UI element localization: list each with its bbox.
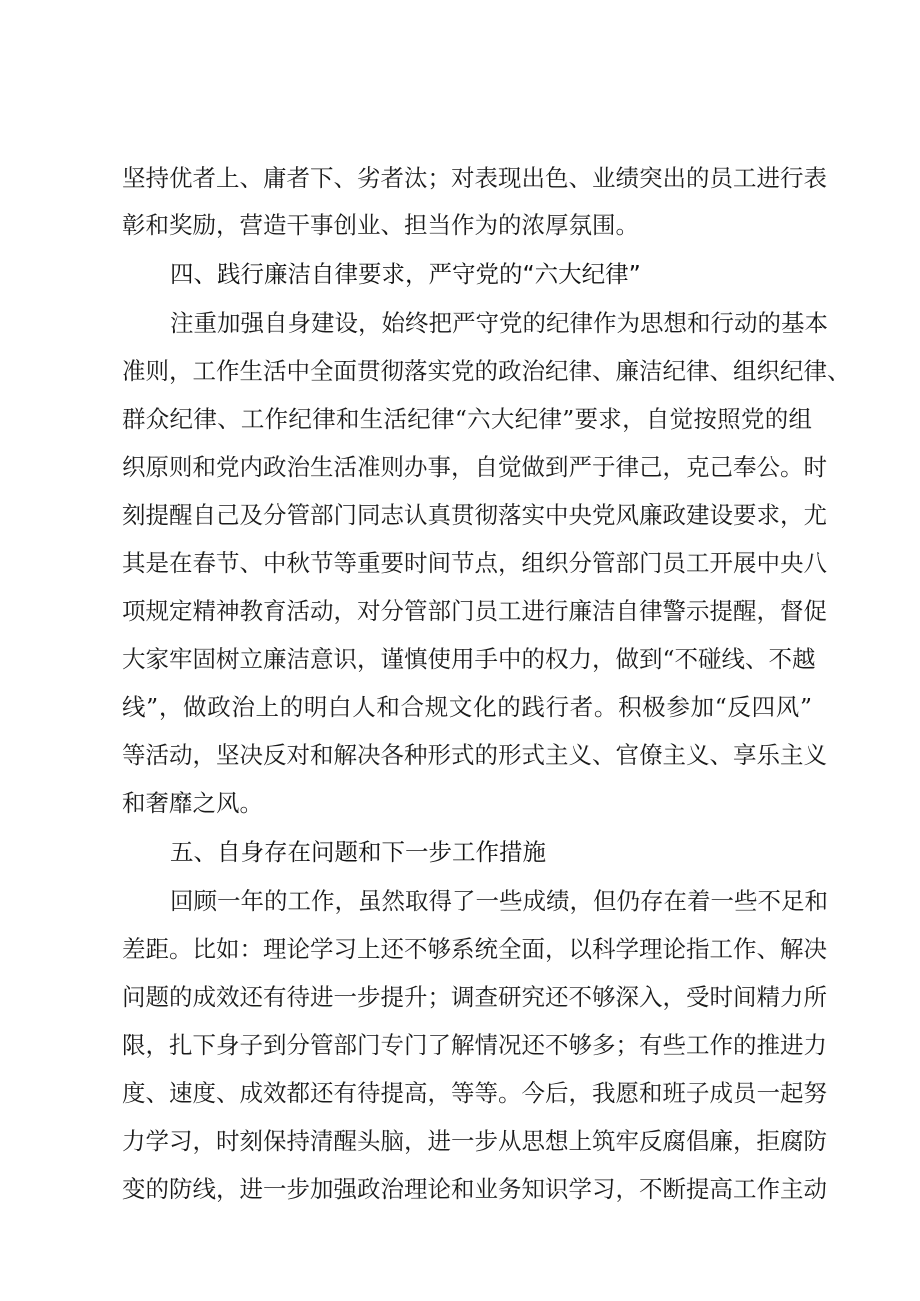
section-heading-4: 四、践行廉洁自律要求，严守党的“六大纪律” xyxy=(170,260,641,288)
paragraph-line: 回顾一年的工作，虽然取得了一些成绩，但仍存在着一些不足和 xyxy=(170,887,828,915)
paragraph-line: 限，扎下身子到分管部门专门了解情况还不够多；有些工作的推进力 xyxy=(122,1031,827,1059)
paragraph-line: 其是在春节、中秋节等重要时间节点，组织分管部门员工开展中央八 xyxy=(122,549,827,577)
paragraph-line: 力学习，时刻保持清醒头脑，进一步从思想上筑牢反腐倡廉，拒腐防 xyxy=(122,1127,827,1155)
paragraph-line: 项规定精神教育活动，对分管部门员工进行廉洁自律警示提醒，督促 xyxy=(122,597,827,625)
paragraph-line: 群众纪律、工作纪律和生活纪律“六大纪律”要求，自觉按照党的组 xyxy=(122,405,812,433)
paragraph-line: 问题的成效还有待进一步提升；调查研究还不够深入，受时间精力所 xyxy=(122,983,827,1011)
paragraph-line: 差距。比如：理论学习上还不够系统全面，以科学理论指工作、解决 xyxy=(122,935,827,963)
paragraph-line: 等活动，坚决反对和解决各种形式的形式主义、官僚主义、享乐主义 xyxy=(122,741,827,769)
paragraph-line: 坚持优者上、庸者下、劣者汰；对表现出色、业绩突出的员工进行表 xyxy=(122,164,827,192)
paragraph-line: 准则，工作生活中全面贯彻落实党的政治纪律、廉洁纪律、组织纪律、 xyxy=(122,357,851,385)
paragraph-line: 线”，做政治上的明白人和合规文化的践行者。积极参加“反四风” xyxy=(122,693,812,721)
paragraph-line: 度、速度、成效都还有待提高，等等。今后，我愿和班子成员一起努 xyxy=(122,1079,827,1107)
paragraph-line: 彰和奖励，营造干事创业、担当作为的浓厚氛围。 xyxy=(122,211,639,239)
section-heading-5: 五、自身存在问题和下一步工作措施 xyxy=(170,838,546,866)
paragraph-line: 大家牢固树立廉洁意识，谨慎使用手中的权力，做到“不碰线、不越 xyxy=(122,645,816,673)
paragraph-line: 和奢靡之风。 xyxy=(122,789,263,817)
paragraph-line: 织原则和党内政治生活准则办事，自觉做到严于律己，克己奉公。时 xyxy=(122,453,827,481)
paragraph-line: 刻提醒自己及分管部门同志认真贯彻落实中央党风廉政建设要求，尤 xyxy=(122,501,827,529)
paragraph-line: 变的防线，进一步加强政治理论和业务知识学习，不断提高工作主动 xyxy=(122,1175,827,1203)
paragraph-line: 注重加强自身建设，始终把严守党的纪律作为思想和行动的基本 xyxy=(170,309,828,337)
